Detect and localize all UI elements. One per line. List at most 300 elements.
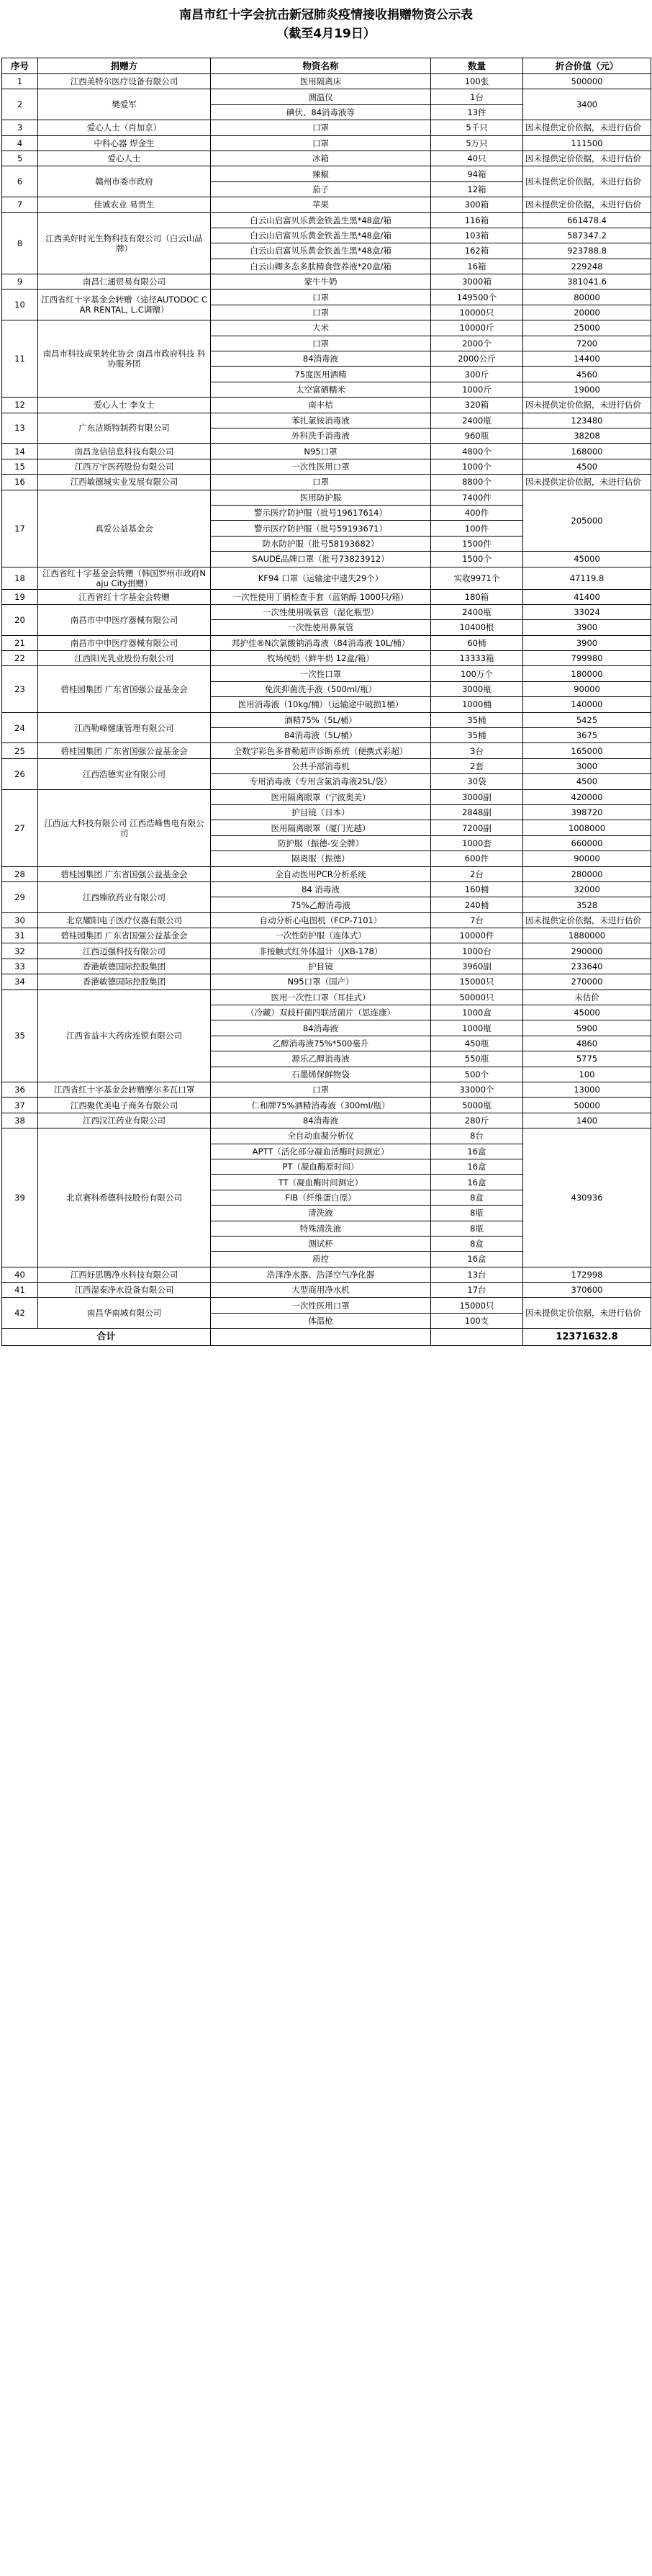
item-name: 医用隔离眼罩（厦门光越）: [211, 820, 431, 835]
item-name: 特殊清洗液: [211, 1221, 431, 1236]
item-value: 180000: [523, 666, 651, 681]
item-value: 45000: [523, 552, 651, 567]
item-qty: 100张: [431, 74, 523, 89]
header-value: 折合价值（元）: [523, 58, 651, 74]
group-value: 280000: [523, 866, 651, 881]
group-value: 290000: [523, 943, 651, 959]
item-name: 测温仪: [211, 89, 431, 104]
table-row: [2, 743, 651, 758]
group-value: 因未提供定价依据，未进行估价: [523, 197, 651, 212]
item-value: 420000: [523, 789, 651, 804]
item-qty: 50000只: [431, 989, 523, 1005]
group-value: 799980: [523, 651, 651, 666]
item-qty: 1500件: [431, 536, 523, 551]
donor-name: 江西迈强科技有限公司: [38, 943, 211, 959]
header-unit: 捐赠方: [38, 58, 211, 74]
row-number: 15: [2, 459, 38, 474]
table-row: [2, 459, 651, 474]
group-value: 13000: [523, 1082, 651, 1098]
donor-name: 江西勒峰健康管理有限公司: [38, 712, 211, 743]
group-value: 165000: [523, 743, 651, 758]
item-name: 自动分析心电图机（FCP-7101）: [211, 912, 431, 928]
item-value: 229248: [523, 259, 651, 274]
group-value: 205000: [523, 490, 651, 552]
item-qty: 1000套: [431, 835, 523, 851]
total-spacer: [211, 1329, 431, 1346]
item-qty: 2400瓶: [431, 413, 523, 428]
item-name: 免洗抑菌洗手液（500ml/瓶）: [211, 681, 431, 696]
donor-name: 佳诚农业 易贵生: [38, 197, 211, 212]
donor-name: 南昌市中申医疗器械有限公司: [38, 635, 211, 650]
header-item: 物资名称: [211, 58, 431, 74]
item-value: 587347.2: [523, 228, 651, 243]
item-name: 护目镜（日本）: [211, 804, 431, 820]
table-row: [2, 943, 651, 959]
item-qty: 3台: [431, 743, 523, 758]
row-number: 9: [2, 274, 38, 290]
item-name: 口罩: [211, 475, 431, 490]
item-qty: 17台: [431, 1283, 523, 1298]
donor-name: 香港敏德国际控股集团: [38, 974, 211, 989]
table-row: [2, 320, 651, 336]
item-qty: 600件: [431, 851, 523, 866]
item-name: 牧场纯奶（鲜牛奶 12盒/箱）: [211, 651, 431, 666]
row-number: 12: [2, 398, 38, 413]
item-qty: 3960副: [431, 959, 523, 974]
item-value: 140000: [523, 697, 651, 712]
item-name: 酒精75%（5L/桶）: [211, 712, 431, 727]
item-name: 医用一次性口罩（耳挂式）: [211, 989, 431, 1005]
item-name: 防护服（振德-安全牌）: [211, 835, 431, 851]
table-row: [2, 758, 651, 773]
group-value: 因未提供定价依据，未进行估价: [523, 475, 651, 490]
row-number: 10: [2, 290, 38, 320]
row-number: 24: [2, 712, 38, 743]
group-value: 172998: [523, 1267, 651, 1282]
item-name: 外科洗手消毒液: [211, 428, 431, 443]
table-row: [2, 974, 651, 989]
item-name: 专用消毒液（专用含氯消毒液25L/袋）: [211, 774, 431, 789]
group-value: 3400: [523, 89, 651, 120]
item-name: 白云山启富贝乐黄金铁盖生黑*48盒/箱: [211, 243, 431, 259]
item-name: N95口罩（国产）: [211, 974, 431, 989]
item-qty: 16盒: [431, 1159, 523, 1174]
item-name: APTT（活化部分凝血活酶时间测定）: [211, 1144, 431, 1159]
donor-name: 北京赛科希德科技股份有限公司: [38, 1128, 211, 1267]
table-row: [2, 398, 651, 413]
item-name: 一次性医用口罩: [211, 459, 431, 474]
table-row: [2, 959, 651, 974]
table-header-row: [2, 58, 651, 74]
item-qty: 实收9971个: [431, 567, 523, 589]
donation-table: [1, 58, 651, 1346]
row-number: 32: [2, 943, 38, 959]
title-main: 南昌市红十字会抗击新冠肺炎疫情接收捐赠物资公示表: [179, 8, 473, 22]
donor-name: 江西省红十字基金会转赠（途径AUTODOC CAR RENTAL, L.C调赠）: [38, 290, 211, 320]
item-qty: 7400件: [431, 490, 523, 505]
group-value: 500000: [523, 74, 651, 89]
table-row: [2, 604, 651, 619]
item-name: 苹果: [211, 197, 431, 212]
item-value: 80000: [523, 290, 651, 305]
group-value: 47119.8: [523, 567, 651, 589]
item-qty: 960瓶: [431, 428, 523, 443]
item-name: 医用防护服: [211, 490, 431, 505]
item-name: 75度医用酒精: [211, 367, 431, 382]
table-row: [2, 881, 651, 897]
item-value: 45000: [523, 1005, 651, 1020]
item-name: KF94 口罩（运输途中遗失29个）: [211, 567, 431, 589]
table-row: [2, 1098, 651, 1113]
table-row: [2, 928, 651, 943]
item-qty: 7台: [431, 912, 523, 928]
row-number: 27: [2, 789, 38, 866]
row-number: 2: [2, 89, 38, 120]
table-row: [2, 120, 651, 135]
item-name: 非接触式红外体温计（JXB-178）: [211, 943, 431, 959]
donor-name: 南昌市科技成果转化协会 南昌市政府科技 科协服务团: [38, 320, 211, 398]
item-value: 25000: [523, 320, 651, 336]
donor-name: 江西万宇医药股份有限公司: [38, 459, 211, 474]
table-body: [2, 74, 651, 1329]
row-number: 34: [2, 974, 38, 989]
item-value: 32000: [523, 881, 651, 897]
item-name: 一次性使用鼻氧管: [211, 620, 431, 635]
item-value: 4500: [523, 774, 651, 789]
item-name: 邦护佳®N次氯酸钠消毒液（84消毒液 10L/桶）: [211, 635, 431, 650]
donor-name: 江西敏德城实业发展有限公司: [38, 475, 211, 490]
item-qty: 500个: [431, 1067, 523, 1082]
donor-name: 江西省益丰大药房连锁有限公司: [38, 989, 211, 1082]
item-value: 4860: [523, 1036, 651, 1051]
table-row: [2, 274, 651, 290]
group-value: 因未提供定价依据，未进行估价: [523, 1298, 651, 1329]
item-qty: 30袋: [431, 774, 523, 789]
table-row: [2, 589, 651, 604]
donor-name: 爱心人士: [38, 151, 211, 166]
item-qty: 13333箱: [431, 651, 523, 666]
row-number: 38: [2, 1113, 38, 1128]
item-value: 33024: [523, 604, 651, 619]
group-value: 3900: [523, 635, 651, 650]
item-value: 923788.8: [523, 243, 651, 259]
item-qty: 15000只: [431, 974, 523, 989]
donor-name: 江西省红十字基金会转赠（韩国罗州市政府Naju City捐赠）: [38, 567, 211, 589]
table-row: [2, 475, 651, 490]
item-name: 苯扎氯铵消毒液: [211, 413, 431, 428]
item-name: 一次性使用吸氧管（湿化瓶型）: [211, 604, 431, 619]
header-no: 序号: [2, 58, 38, 74]
item-qty: 2400瓶: [431, 604, 523, 619]
donor-name: 江西湿泰净水设备有限公司: [38, 1283, 211, 1298]
item-value: 4560: [523, 367, 651, 382]
item-qty: 2848副: [431, 804, 523, 820]
item-name: 医用消毒液（10kg/桶）（运输途中破损1桶）: [211, 697, 431, 712]
row-number: 26: [2, 758, 38, 789]
item-name: TT（凝血酶时间测定）: [211, 1175, 431, 1190]
item-name: 全自动医用PCR分析系统: [211, 866, 431, 881]
item-name: 冰箱: [211, 151, 431, 166]
item-value: 660000: [523, 835, 651, 851]
item-qty: 450瓶: [431, 1036, 523, 1051]
item-qty: 10400根: [431, 620, 523, 635]
item-value: 14400: [523, 351, 651, 367]
item-qty: 16盒: [431, 1175, 523, 1190]
donor-name: 江西聚优美电子商务有限公司: [38, 1098, 211, 1113]
donor-name: 江西美特尔医疗设备有限公司: [38, 74, 211, 89]
item-name: 警示医疗防护服（批号59193671）: [211, 521, 431, 536]
item-qty: 12箱: [431, 181, 523, 197]
row-number: 28: [2, 866, 38, 881]
table-row: [2, 197, 651, 212]
item-qty: 7200副: [431, 820, 523, 835]
group-value: 50000: [523, 1098, 651, 1113]
donor-name: 南昌仁通贸易有限公司: [38, 274, 211, 290]
table-row: [2, 74, 651, 89]
total-label: 合计: [2, 1329, 211, 1346]
item-name: 白云山启富贝乐黄金铁盖生黑*48盒/箱: [211, 212, 431, 228]
row-number: 20: [2, 604, 38, 635]
row-number: 16: [2, 475, 38, 490]
item-value: 398720: [523, 804, 651, 820]
item-qty: 320箱: [431, 398, 523, 413]
item-qty: 3000箱: [431, 274, 523, 290]
item-name: 白云山启富贝乐黄金铁盖生黑*48盒/箱: [211, 228, 431, 243]
group-value: 因未提供定价依据，未进行估价: [523, 398, 651, 413]
item-qty: 16盒: [431, 1252, 523, 1267]
item-qty: 2000公斤: [431, 351, 523, 367]
donor-name: 江西美好时光生物科技有限公司（白云山品牌）: [38, 212, 211, 274]
item-qty: 162箱: [431, 243, 523, 259]
item-qty: 103箱: [431, 228, 523, 243]
group-value: 370600: [523, 1283, 651, 1298]
item-value: 3900: [523, 620, 651, 635]
item-name: PT（凝血酶原时间）: [211, 1159, 431, 1174]
table-row: [2, 989, 651, 1005]
item-qty: 1000台: [431, 943, 523, 959]
row-number: 8: [2, 212, 38, 274]
item-name: 测试杯: [211, 1236, 431, 1251]
donor-name: 江西省红十字基金会转赠摩尔多瓦口罩: [38, 1082, 211, 1098]
group-value: 168000: [523, 444, 651, 459]
row-number: 6: [2, 166, 38, 197]
item-qty: 100件: [431, 521, 523, 536]
item-name: 全数字彩色多普勒超声诊断系统（便携式彩超）: [211, 743, 431, 758]
item-qty: 100支: [431, 1313, 523, 1328]
item-qty: 35桶: [431, 728, 523, 743]
group-value: 因未提供定价依据，未进行估价: [523, 151, 651, 166]
item-name: 84消毒液: [211, 1020, 431, 1036]
item-qty: 1台: [431, 89, 523, 104]
table-row: [2, 1298, 651, 1313]
donor-name: 江西远大科技有限公司 江西浩峰售电有限公司: [38, 789, 211, 866]
item-qty: 13件: [431, 104, 523, 120]
item-name: SAUDE品牌口罩（批号73823912）: [211, 552, 431, 567]
item-name: FIB（纤维蛋白原）: [211, 1190, 431, 1205]
donor-name: 碧桂园集团 广东省国强公益基金会: [38, 666, 211, 712]
title-date: （截至4月19日）: [276, 27, 376, 41]
item-value: 未估价: [523, 989, 651, 1005]
donor-name: 北京耀阳电子医疗仪器有限公司: [38, 912, 211, 928]
table-row: [2, 444, 651, 459]
group-value: 430936: [523, 1128, 651, 1267]
item-value: 19000: [523, 382, 651, 397]
item-qty: 180箱: [431, 589, 523, 604]
item-qty: 5000瓶: [431, 1098, 523, 1113]
item-name: 碘伏、84消毒液等: [211, 104, 431, 120]
row-number: 35: [2, 989, 38, 1082]
total-row: [2, 1329, 651, 1346]
group-value: 因未提供定价依据，未进行估价: [523, 166, 651, 197]
item-name: 南丰桔: [211, 398, 431, 413]
table-row: [2, 413, 651, 428]
table-row: [2, 89, 651, 104]
item-qty: 550瓶: [431, 1051, 523, 1067]
item-value: 3675: [523, 728, 651, 743]
group-value: 41400: [523, 589, 651, 604]
item-value: 7200: [523, 336, 651, 351]
item-qty: 10000斤: [431, 320, 523, 336]
item-name: 75%乙醇消毒液: [211, 897, 431, 912]
item-name: 全自动血凝分析仪: [211, 1128, 431, 1144]
donor-name: 江西汉江药业有限公司: [38, 1113, 211, 1128]
item-name: 辣椒: [211, 166, 431, 181]
row-number: 40: [2, 1267, 38, 1282]
table-row: [2, 635, 651, 650]
item-name: 口罩: [211, 305, 431, 320]
item-name: 一次性防护服（连体式）: [211, 928, 431, 943]
donor-name: 江西臻欣药业有限公司: [38, 881, 211, 912]
header-qty: 数量: [431, 58, 523, 74]
item-name: N95口罩: [211, 444, 431, 459]
donor-name: 真爱公益基金会: [38, 490, 211, 567]
item-name: 质控: [211, 1252, 431, 1267]
row-number: 41: [2, 1283, 38, 1298]
item-qty: 16箱: [431, 259, 523, 274]
table-row: [2, 151, 651, 166]
item-qty: 2套: [431, 758, 523, 773]
row-number: 18: [2, 567, 38, 589]
item-value: 90000: [523, 851, 651, 866]
item-name: 84消毒液（5L/桶）: [211, 728, 431, 743]
table-row: [2, 135, 651, 151]
item-qty: 40只: [431, 151, 523, 166]
table-row: [2, 1283, 651, 1298]
item-qty: 8800个: [431, 475, 523, 490]
item-name: 公共手部消毒机: [211, 758, 431, 773]
row-number: 5: [2, 151, 38, 166]
item-qty: 149500个: [431, 290, 523, 305]
item-qty: 33000个: [431, 1082, 523, 1098]
table-row: [2, 1267, 651, 1282]
item-qty: 2台: [431, 866, 523, 881]
item-name: 医用隔离眼罩（宁波奥美）: [211, 789, 431, 804]
item-qty: 300箱: [431, 197, 523, 212]
item-qty: 1500个: [431, 552, 523, 567]
item-qty: 3000瓶: [431, 681, 523, 696]
group-value: 381041.6: [523, 274, 651, 290]
item-name: 医用隔离床: [211, 74, 431, 89]
table-row: [2, 866, 651, 881]
group-value: 270000: [523, 974, 651, 989]
row-number: 1: [2, 74, 38, 89]
item-qty: 100万个: [431, 666, 523, 681]
row-number: 14: [2, 444, 38, 459]
item-qty: 240桶: [431, 897, 523, 912]
donor-name: 南昌华南城有限公司: [38, 1298, 211, 1329]
total-spacer: [431, 1329, 523, 1346]
item-name: 茄子: [211, 181, 431, 197]
item-name: 浩泽净水器、浩泽空气净化器: [211, 1267, 431, 1282]
row-number: 29: [2, 881, 38, 912]
item-qty: 8盒: [431, 1236, 523, 1251]
donor-name: 香港敏德国际控股集团: [38, 959, 211, 974]
item-value: 5425: [523, 712, 651, 727]
page-title: [0, 0, 652, 53]
item-qty: 1000盒: [431, 1005, 523, 1020]
item-name: 防水防护服（批号58193682）: [211, 536, 431, 551]
item-name: 一次性使用丁腈检查手套（蓝钠醇 1000只/箱）: [211, 589, 431, 604]
table-row: [2, 290, 651, 305]
row-number: 25: [2, 743, 38, 758]
item-qty: 8瓶: [431, 1206, 523, 1221]
table-row: [2, 912, 651, 928]
group-value: 因未提供定价依据，未进行估价: [523, 912, 651, 928]
row-number: 31: [2, 928, 38, 943]
item-qty: 8盒: [431, 1190, 523, 1205]
item-qty: 15000只: [431, 1298, 523, 1313]
row-number: 37: [2, 1098, 38, 1113]
total-value: 12371632.8: [523, 1329, 651, 1346]
item-qty: 4800个: [431, 444, 523, 459]
item-name: （冷藏）双歧杆菌四联活菌片（思连康）: [211, 1005, 431, 1020]
item-qty: 160桶: [431, 881, 523, 897]
item-value: 661478.4: [523, 212, 651, 228]
donor-name: 江西浩德实业有限公司: [38, 758, 211, 789]
table-row: [2, 651, 651, 666]
row-number: 42: [2, 1298, 38, 1329]
group-value: 1880000: [523, 928, 651, 943]
row-number: 22: [2, 651, 38, 666]
group-value: 111500: [523, 135, 651, 151]
item-value: 90000: [523, 681, 651, 696]
donor-name: 碧桂园集团 广东省国强公益基金会: [38, 866, 211, 881]
row-number: 30: [2, 912, 38, 928]
item-name: 一次性医用口罩: [211, 1298, 431, 1313]
item-qty: 35桶: [431, 712, 523, 727]
table-row: [2, 712, 651, 727]
item-qty: 1000桶: [431, 697, 523, 712]
donor-name: 樊爱军: [38, 89, 211, 120]
table-row: [2, 1113, 651, 1128]
item-qty: 60桶: [431, 635, 523, 650]
item-value: 5775: [523, 1051, 651, 1067]
item-qty: 1000个: [431, 459, 523, 474]
row-number: 17: [2, 490, 38, 567]
table-row: [2, 567, 651, 589]
item-qty: 1000斤: [431, 382, 523, 397]
item-value: 1008000: [523, 820, 651, 835]
item-value: 38208: [523, 428, 651, 443]
group-value: 233640: [523, 959, 651, 974]
group-value: 1400: [523, 1113, 651, 1128]
table-row: [2, 1082, 651, 1098]
row-number: 33: [2, 959, 38, 974]
item-qty: 1000瓶: [431, 1020, 523, 1036]
item-qty: 400件: [431, 505, 523, 520]
row-number: 36: [2, 1082, 38, 1098]
table-row: [2, 490, 651, 505]
